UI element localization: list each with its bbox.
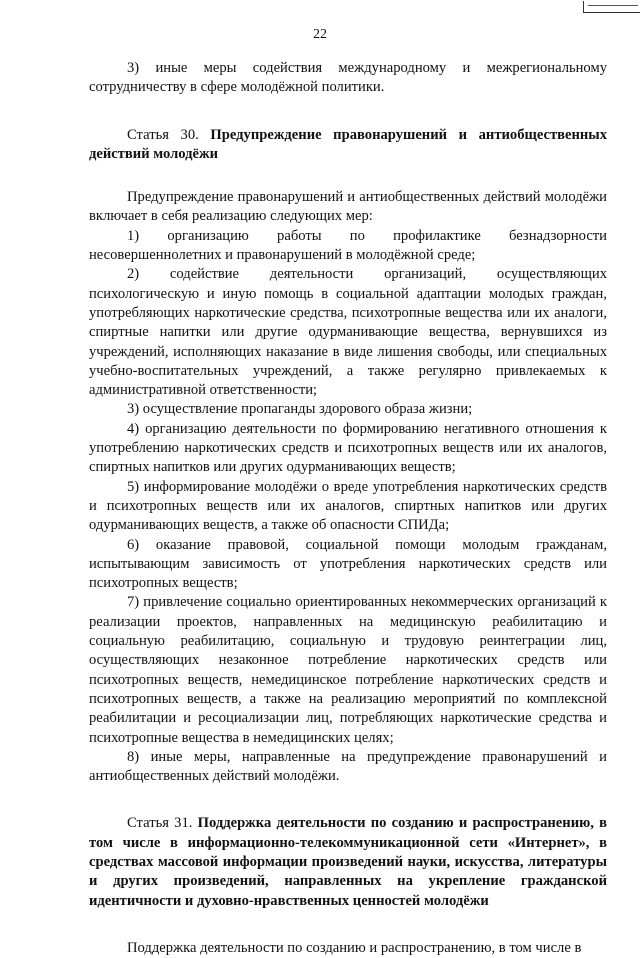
article-30-item-4: 4) организацию деятельности по формированию негативного отношения к употреблению наркотических средств и психотропных веществ или их аналогов, спиртных напитков или других одурманивающих веществ;	[89, 420, 607, 476]
article-30-title: Предупреждение правонарушений и антиобщественных действий молодёжи	[89, 126, 607, 162]
article-30-item-5: 5) информирование молодёжи о вреде употребления наркотических средств и психотропных веществ или их аналогов, спиртных напитков или других одурманивающих веществ, а также об опасности СПИДа;	[89, 478, 607, 534]
spacer	[89, 98, 607, 126]
article-30-item-7: 7) привлечение социально ориентированных некоммерческих организаций к реализации проектов, направленных на медицинскую реабилитацию и социальную реабилитацию, социальную и трудовую реинтеграции лиц, осуществляющих незаконное потребление наркотических средств или психотропных веществ, немедицинское потребление наркотических средств и психотропных веществ, а также на реализацию мероприятий по комплексной реабилитации и ресоциализации лиц, потребляющих наркотические средства и психотропные вещества в немедицинских целях;	[89, 594, 607, 746]
document-body	[89, 59, 607, 958]
article-30-heading	[89, 126, 607, 165]
article-30-item-8: 8) иные меры, направленные на предупреждение правонарушений и антиобщественных действий молодёжи.	[89, 748, 607, 785]
article-31-heading	[89, 814, 607, 910]
article-31-title: Поддержка деятельности по созданию и распространению, в том числе в информационно-телекоммуникационной сети «Интернет», в средствах массовой информации произведений науки, искусства, литературы и других произведений, направленных на укрепление гражданской идентичности и духовно-нравственных ценностей молодёжи	[89, 815, 607, 909]
paragraph-item-3-previous-article: 3) иные меры содействия международному и межрегиональному сотрудничеству в сфере молодёжной политики.	[89, 60, 607, 96]
article-30-number: Статья 30.	[127, 126, 199, 143]
corner-frame-line	[588, 5, 638, 6]
article-31-intro: Поддержка деятельности по созданию и распространению, в том числе в	[127, 939, 582, 956]
article-30-intro: Предупреждение правонарушений и антиобщественных действий молодёжи включает в себя реализацию следующих мер:	[89, 189, 607, 225]
article-30-item-3: 3) осуществление пропаганды здорового образа жизни;	[127, 401, 473, 418]
article-31-number: Статья 31.	[127, 815, 193, 832]
spacer	[89, 911, 607, 939]
article-30-item-1: 1) организацию работы по профилактике безнадзорности несовершеннолетних и правонарушений в молодёжной среде;	[89, 227, 607, 264]
spacer	[89, 164, 607, 188]
article-30-item-2: 2) содействие деятельности организаций, осуществляющих психологическую и иную помощь в социальной адаптации молодых граждан, употребляющих наркотические средства, психотропные вещества или их аналоги, спиртные напитки или другие одурманивающие вещества, вернувшихся из учреждений, исполняющих наказание в виде лишения свободы, или специальных учебно-воспитательных учреждений, а также регулярно привлекаемых к административной ответственности;	[89, 266, 607, 399]
spacer	[89, 786, 607, 814]
article-30-item-6: 6) оказание правовой, социальной помощи молодым гражданам, испытывающим зависимость от употребления наркотических средств или психотропных веществ;	[89, 536, 607, 592]
corner-frame-mark	[583, 1, 640, 13]
page-number: 22	[313, 27, 327, 42]
